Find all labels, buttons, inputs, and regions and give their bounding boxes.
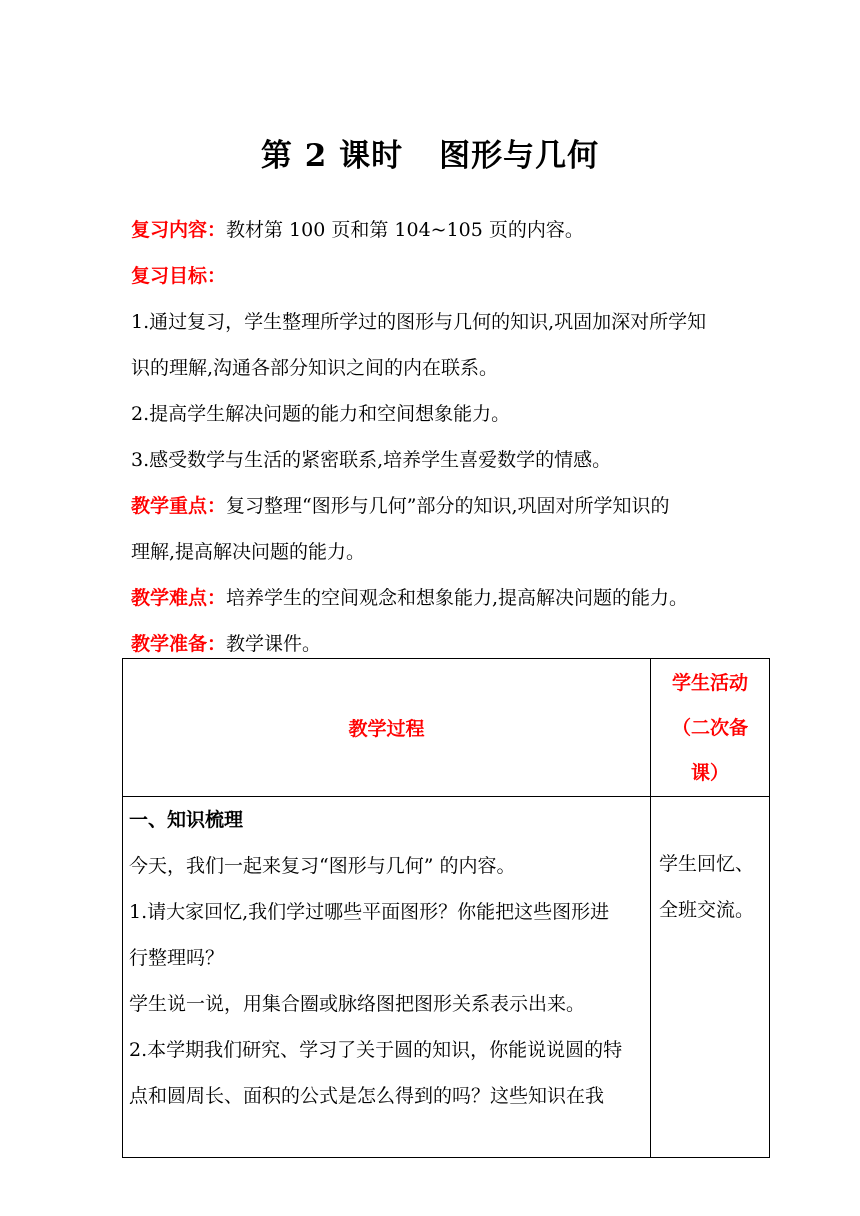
lesson-process-table: [122, 658, 770, 1158]
page-title: [0, 136, 860, 176]
header-side-line: 学生活动: [671, 672, 748, 694]
preparation-text: 教学课件。: [226, 633, 322, 655]
difficult-points-label: 教学难点：: [131, 587, 227, 609]
lesson-topic: 图形与几何: [439, 138, 600, 174]
difficult-points-line: [131, 575, 741, 621]
activity-line: 全班交流。: [659, 899, 755, 921]
review-content-text: 教材第 100 页和第 104~105 页的内容。: [226, 219, 584, 241]
process-line: 1.请大家回忆,我们学过哪些平面图形？你能把这些图形进: [129, 901, 610, 923]
process-line: 今天，我们一起来复习“图形与几何” 的内容。: [129, 855, 516, 877]
header-teaching-process: 教学过程: [123, 659, 651, 797]
lesson-number: 第 2 课时: [260, 138, 404, 174]
header-side-line: （二次备: [671, 717, 748, 739]
lesson-info: [131, 207, 741, 667]
key-points-line-2: 理解,提高解决问题的能力。: [131, 541, 366, 563]
key-points-label: 教学重点：: [131, 495, 227, 517]
difficult-points-text: 培养学生的空间观念和想象能力,提高解决问题的能力。: [226, 587, 689, 609]
review-goal-line: 识的理解,沟通各部分知识之间的内在联系。: [131, 357, 499, 379]
key-points-line: [131, 483, 741, 529]
header-side-line: 课）: [690, 762, 729, 784]
review-content-label: 复习内容：: [131, 219, 227, 241]
review-goals-heading: [131, 253, 741, 299]
key-points-text: 复习整理“图形与几何”部分的知识,巩固对所学知识的: [226, 495, 670, 517]
activity-line: 学生回忆、: [659, 853, 755, 875]
table-row: [123, 797, 770, 1158]
review-goals-label: 复习目标：: [131, 265, 227, 287]
review-goal-line: 2.提高学生解决问题的能力和空间想象能力。: [131, 403, 511, 425]
review-goal-line: 3.感受数学与生活的紧密联系,培养学生喜爱数学的情感。: [131, 449, 612, 471]
table-header-row: [123, 659, 770, 797]
process-line: 点和圆周长、面积的公式是怎么得到的吗？这些知识在我: [129, 1085, 605, 1107]
section-title: 一、知识梳理: [129, 809, 244, 831]
process-line: 2.本学期我们研究、学习了关于圆的知识，你能说说圆的特: [129, 1039, 623, 1061]
review-goal-line: 1.通过复习，学生整理所学过的图形与几何的知识,巩固加深对所学知: [131, 311, 707, 333]
process-line: 行整理吗？: [129, 947, 225, 969]
header-student-activity: [651, 659, 770, 797]
process-cell: [123, 797, 651, 1158]
review-content-line: [131, 207, 741, 253]
activity-cell: [651, 797, 770, 1158]
preparation-label: 教学准备：: [131, 633, 227, 655]
process-line: 学生说一说，用集合圈或脉络图把图形关系表示出来。: [129, 993, 586, 1015]
